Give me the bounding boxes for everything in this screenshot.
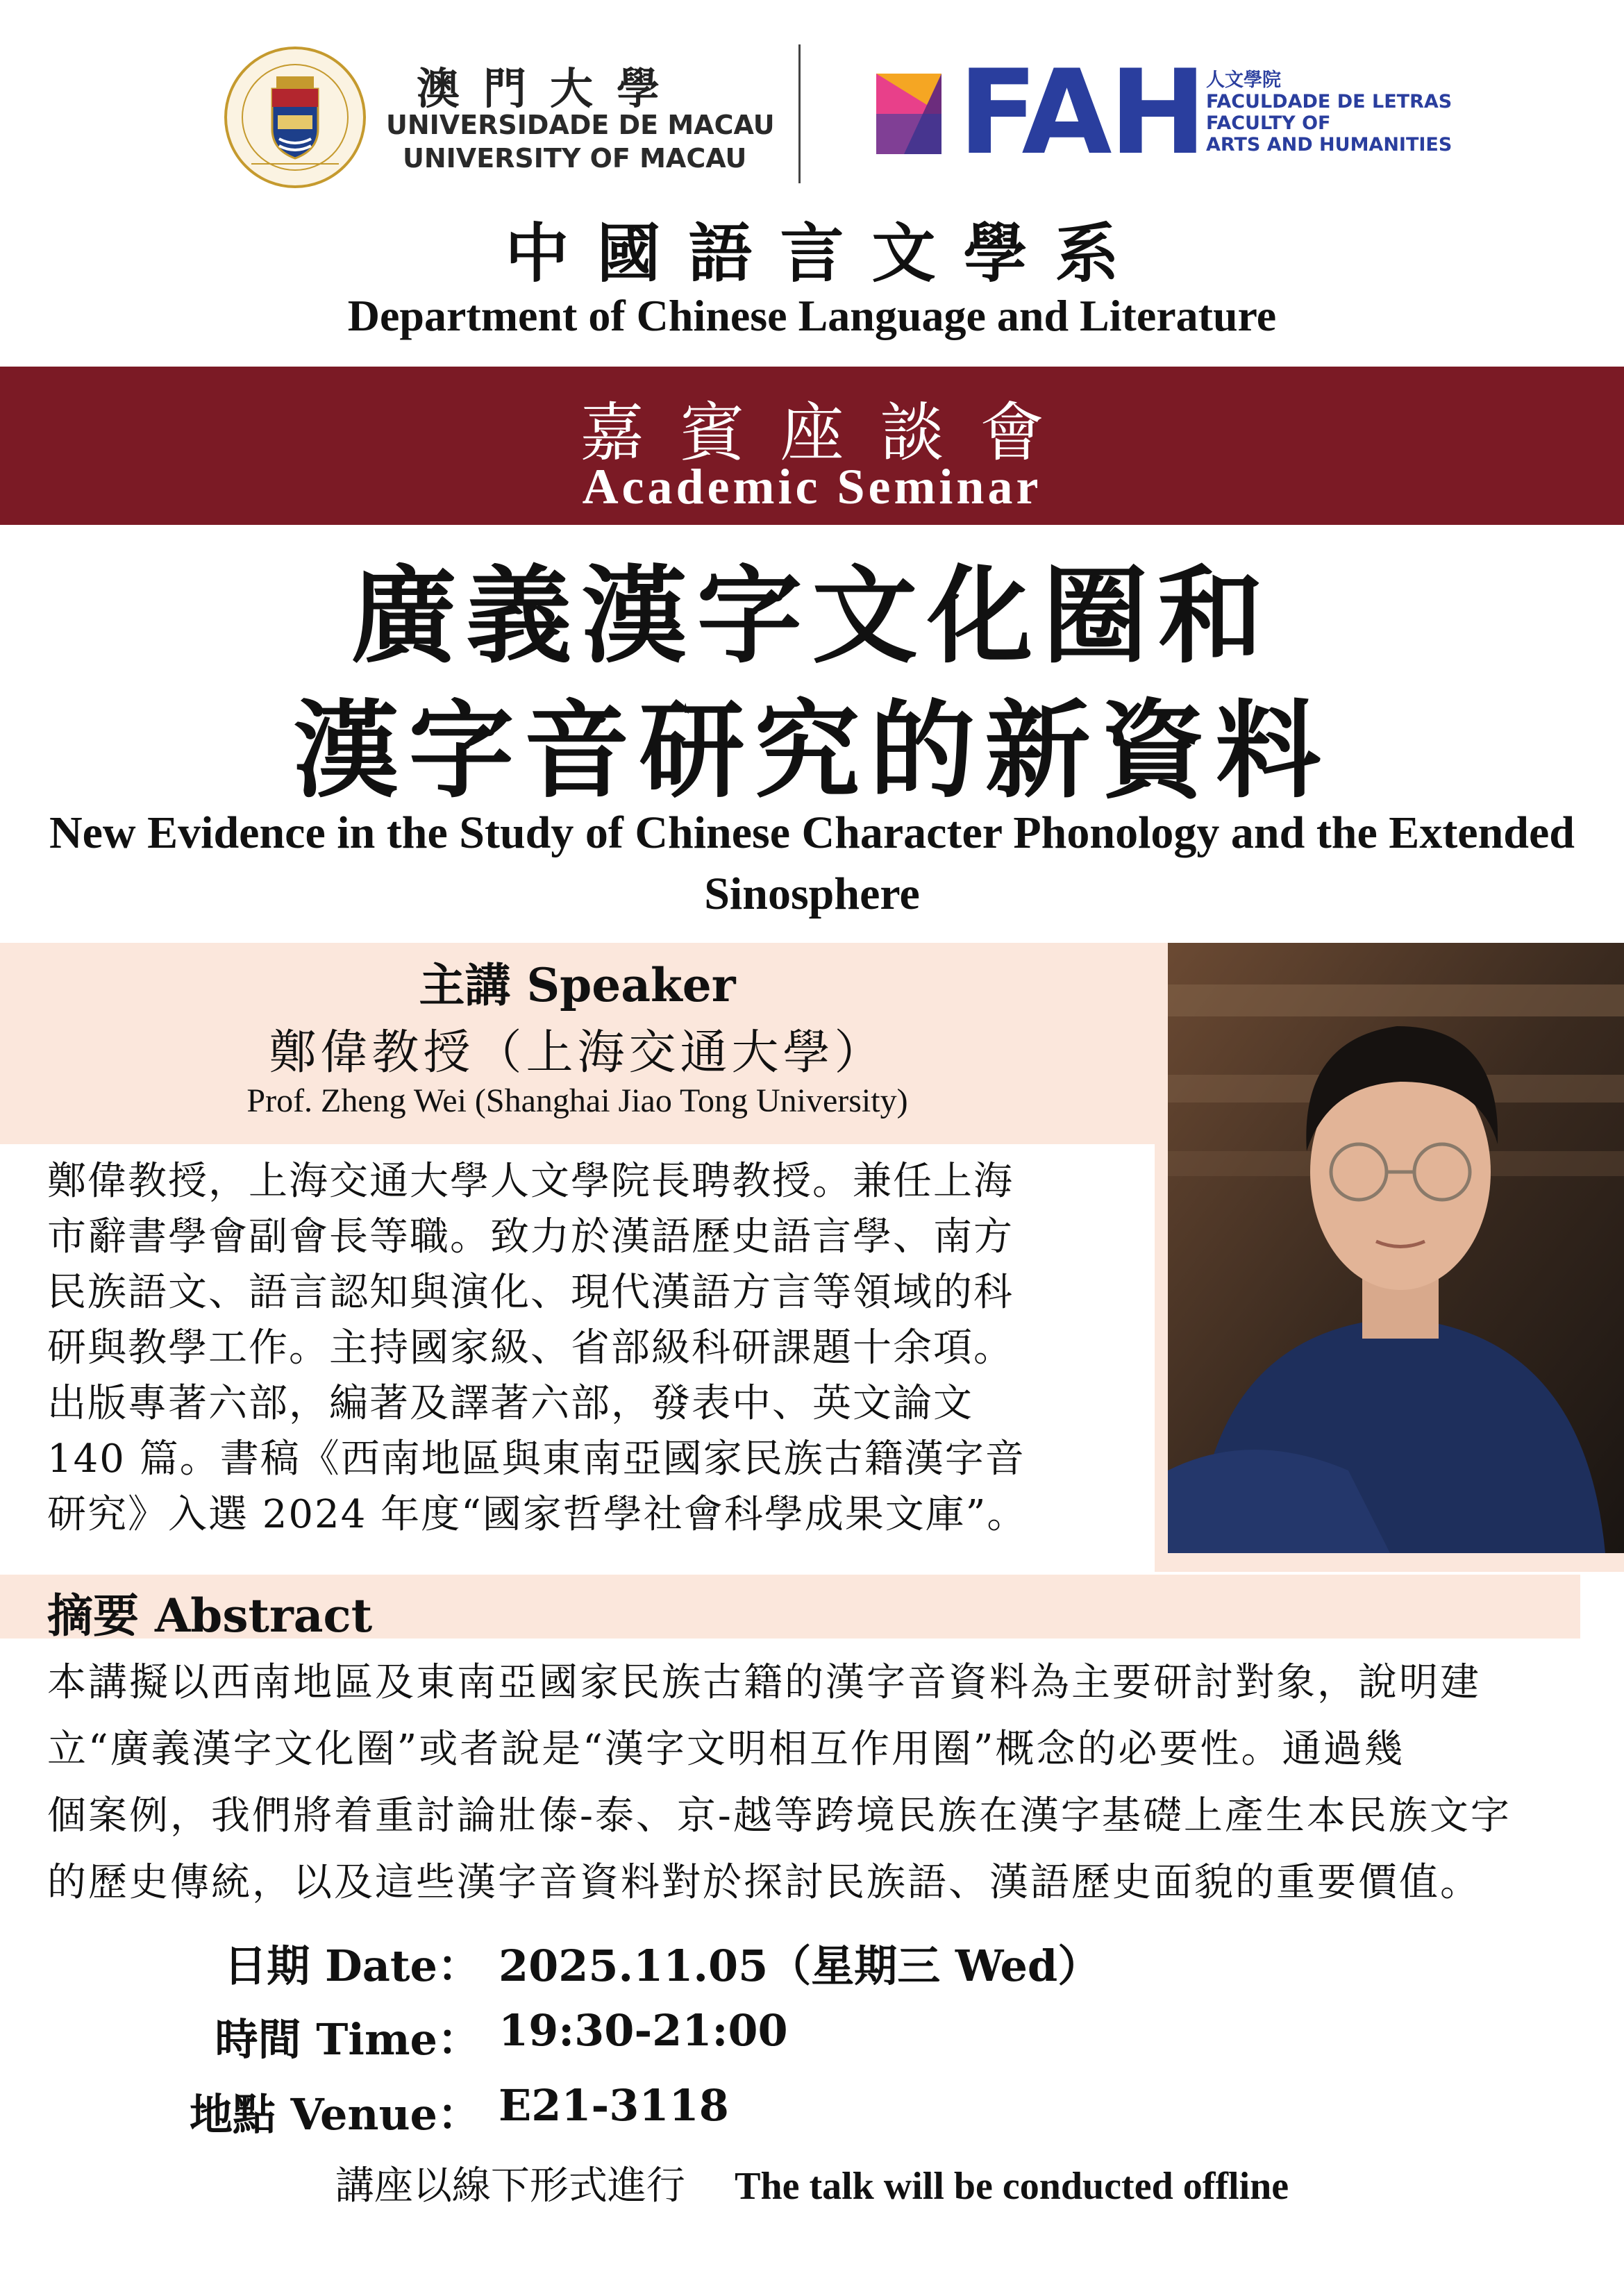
speaker-name-chinese: 鄭偉教授（上海交通大學） (269, 1025, 886, 1080)
faculty-name-line: FACULDADE DE LETRAS (1206, 91, 1453, 112)
abstract-heading: 摘要 Abstract (47, 1589, 373, 1643)
fah-logo-wordmark: FAH (958, 44, 1205, 181)
talk-title-chinese-line-2: 漢字音研究的新資料 (293, 688, 1331, 812)
faculty-name-line: ARTS AND HUMANITIES (1206, 134, 1453, 156)
faculty-name-line: FACULTY OF (1206, 112, 1331, 134)
faculty-name-line: 人文學院 (1206, 69, 1281, 91)
bio-line: 民族語文、語言認知與演化、現代漢語方言等領域的科 (47, 1270, 1014, 1315)
venue-value: E21-3118 (499, 2080, 729, 2131)
time-value: 19:30-21:00 (499, 2005, 788, 2056)
date-label: 日期 Date： (224, 1941, 480, 1991)
seminar-type-english: Academic Seminar (582, 459, 1042, 514)
seminar-type-chinese: 嘉賓座談會 (580, 396, 1080, 470)
department-name-chinese: 中國語言文學系 (505, 216, 1147, 291)
fah-logo-mark (876, 74, 941, 154)
abstract-line: 個案例，我們將着重討論壯傣-泰、京-越等跨境民族在漢字基礎上產生本民族文字 (47, 1793, 1512, 1838)
bio-line: 出版專著六部，編著及譯著六部，發表中、英文論文 (47, 1381, 973, 1426)
bio-line: 鄭偉教授，上海交通大學人文學院長聘教授。兼任上海 (47, 1159, 1014, 1204)
speaker-photo (1168, 943, 1624, 1553)
abstract-line: 立“廣義漢字文化圈”或者說是“漢字文明相互作用圈”概念的必要性。通過幾 (47, 1727, 1405, 1772)
abstract-line: 的歷史傳統，以及這些漢字音資料對於探討民族語、漢語歷史面貌的重要價值。 (47, 1860, 1481, 1905)
bio-line: 研與教學工作。主持國家級、省部級科研課題十余項。 (47, 1325, 1014, 1371)
speaker-name-english: Prof. Zheng Wei (Shanghai Jiao Tong University) (246, 1082, 908, 1119)
bio-line: 市辭書學會副會長等職。致力於漢語歷史語言學、南方 (47, 1214, 1014, 1259)
faculty-name (1206, 69, 1452, 156)
speaker-heading: 主講 Speaker (419, 958, 736, 1012)
bio-line: 140 篇。書稿《西南地區與東南亞國家民族古籍漢字音 (47, 1436, 1026, 1482)
offline-notice (0, 2155, 1624, 2211)
time-label: 時間 Time： (215, 2014, 480, 2065)
speaker-biography (47, 1154, 1136, 1543)
offline-notice-chinese: 講座以線下形式進行 (335, 2163, 685, 2209)
university-of-macau-seal-logo (224, 46, 367, 189)
header-divider (798, 44, 801, 183)
university-name-chinese: 澳門大學 (417, 63, 684, 114)
abstract-text (47, 1650, 1575, 1916)
talk-title-english: New Evidence in the Study of Chinese Character Phonology and the Extended Sinosphere (49, 807, 1575, 919)
university-name-portuguese: UNIVERSIDADE DE MACAU (386, 110, 775, 140)
abstract-line: 本講擬以西南地區及東南亞國家民族古籍的漢字音資料為主要研討對象，說明建 (47, 1660, 1481, 1705)
venue-label: 地點 Venue： (189, 2089, 480, 2140)
offline-notice-english: The talk will be conducted offline (735, 2165, 1289, 2208)
bio-line: 研究》入選 2024 年度“國家哲學社會科學成果文庫”。 (47, 1492, 1028, 1537)
department-name-english: Department of Chinese Language and Literature (347, 291, 1277, 340)
date-value: 2025.11.05（星期三 Wed） (499, 1941, 1101, 1991)
university-name-english: UNIVERSITY OF MACAU (403, 143, 747, 174)
talk-title-chinese-line-1: 廣義漢字文化圈和 (351, 553, 1273, 678)
